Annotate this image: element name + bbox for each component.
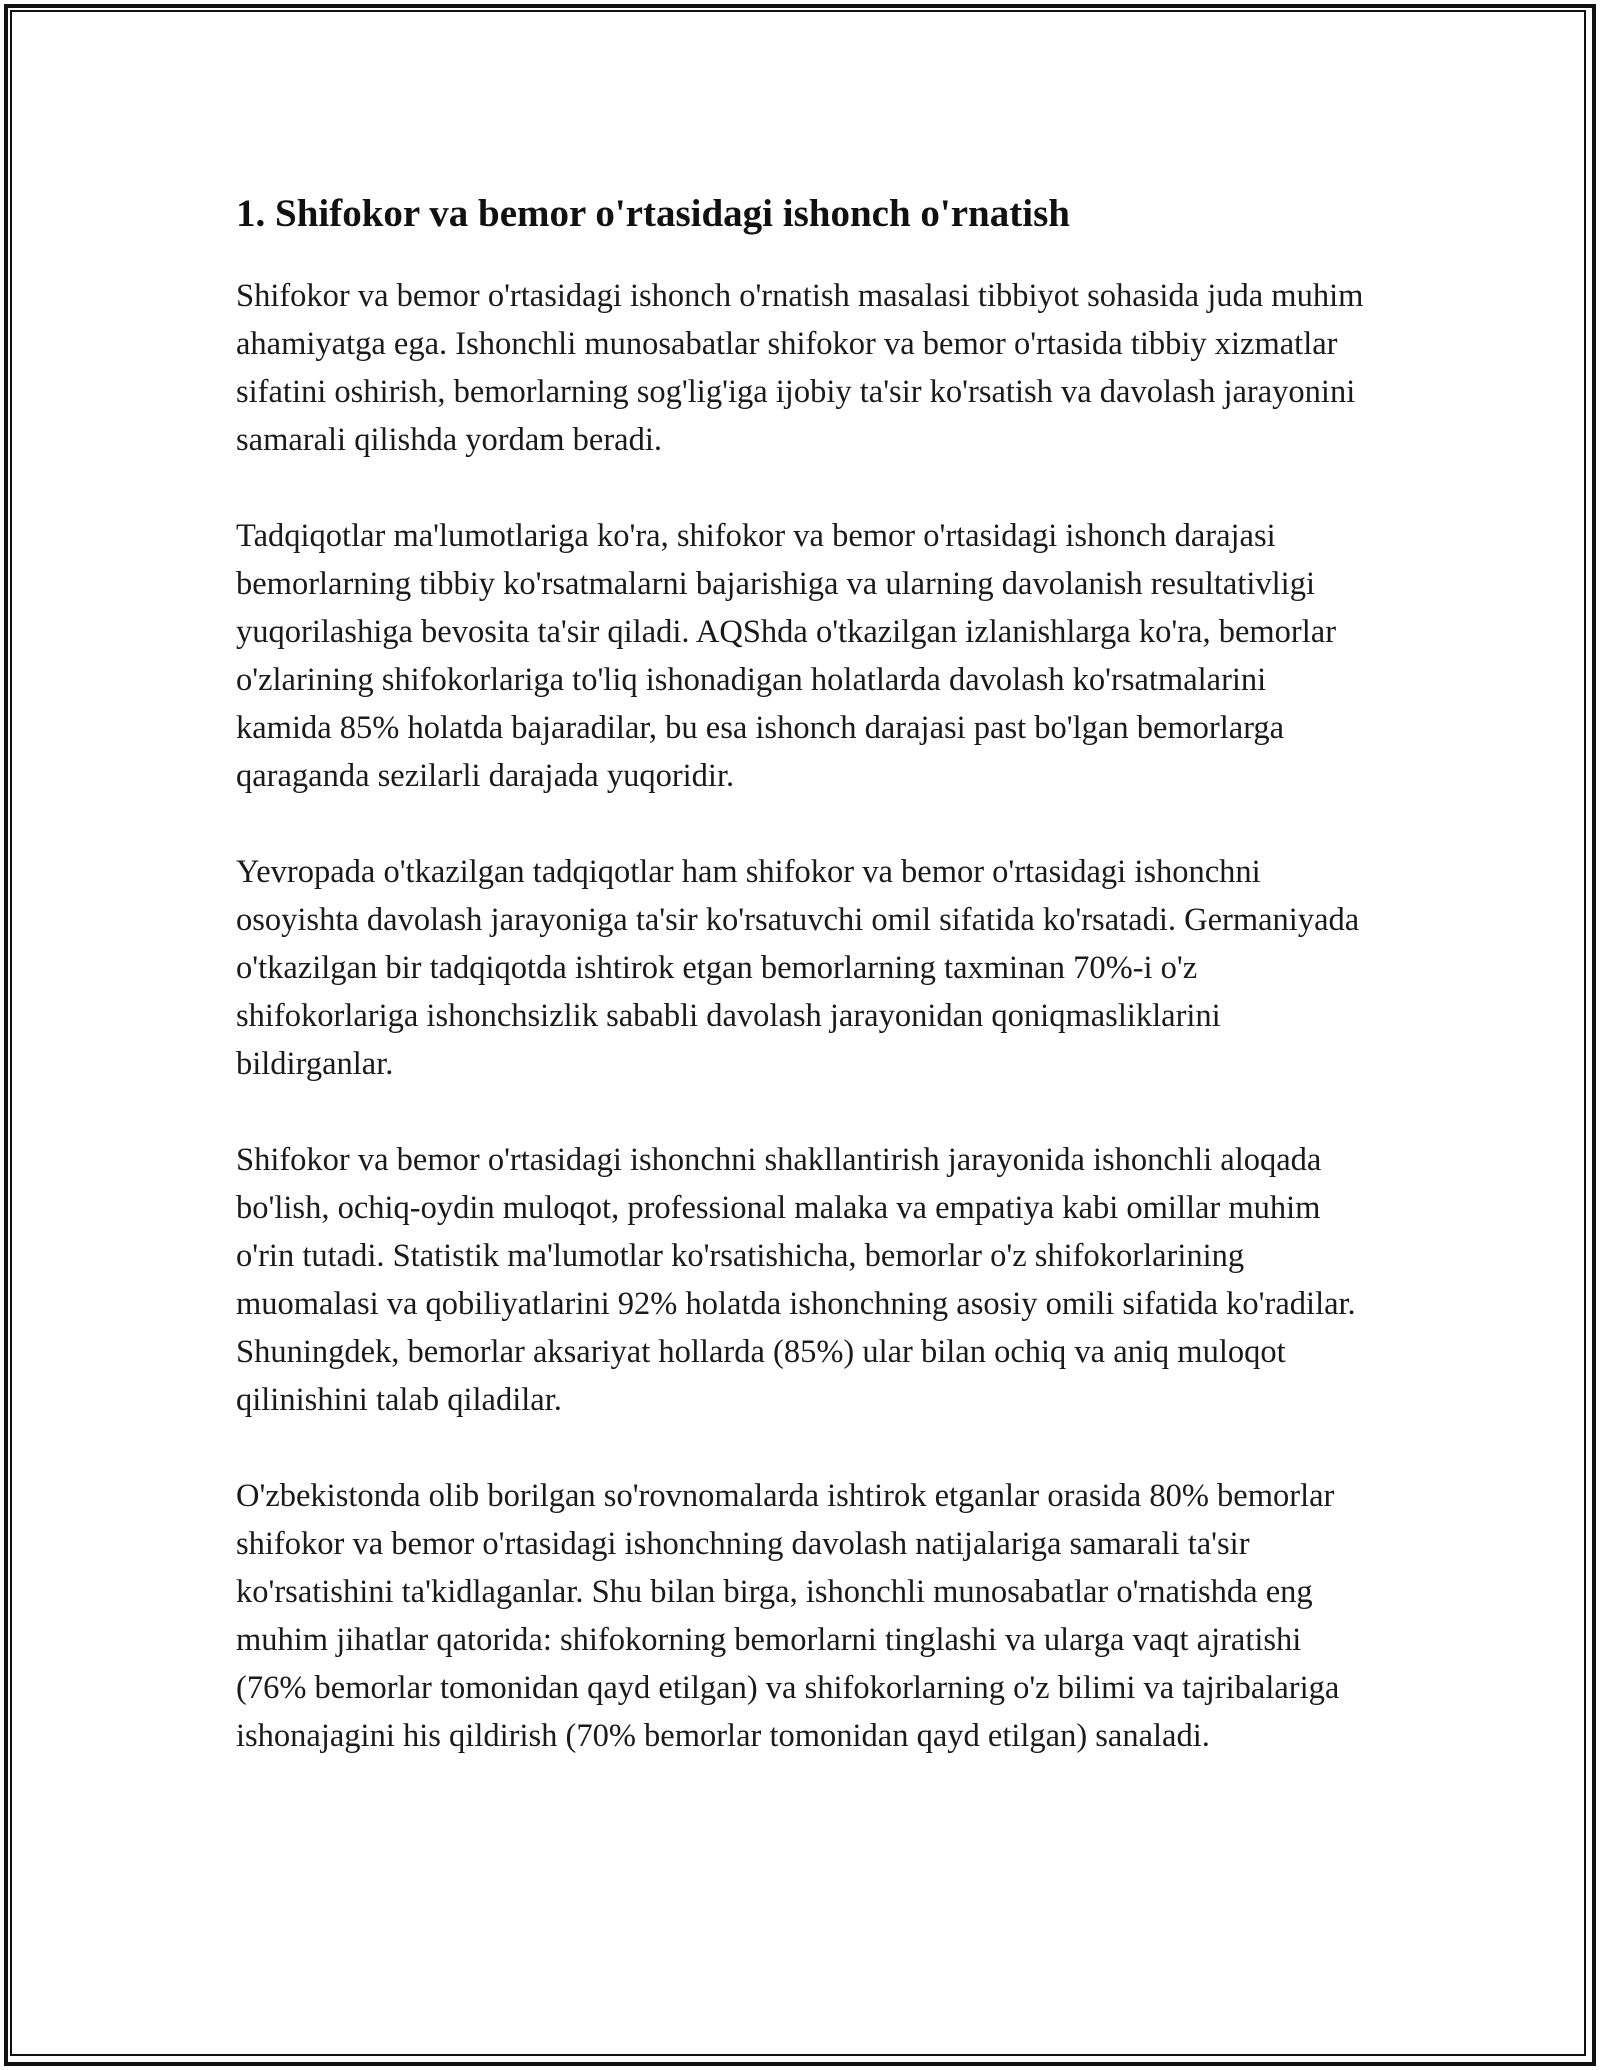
- paragraph: Yevropada o'tkazilgan tadqiqotlar ham shifokor va bemor o'rtasidagi ishonchni osoyishta davolash jarayoniga ta'sir ko'rsatuvchi omil sifatida ko'rsatadi. Germaniyada o'tkazilgan bir tadqiqotda ishtirok etgan bemorlarning taxminan 70%-i o'z shifokorlariga ishonchsizlik sababli davolash jarayonidan qoniqmasliklarini bildirganlar.: [236, 854, 1360, 1082]
- paragraph: O'zbekistonda olib borilgan so'rovnomalarda ishtirok etganlar orasida 80% bemorlar shifokor va bemor o'rtasidagi ishonchning davolash natijalariga samarali ta'sir ko'rsatishini ta'kidlaganlar. Shu bilan birga, ishonchli munosabatlar o'rnatishda eng muhim jihatlar qatorida: shifokorning bemorlarni tinglashi va ularga vaqt ajratishi (76% bemorlar tomonidan qayd etilgan) va shifokorlarning o'z bilimi va tajribalariga ishonajagini his qildirish (70% bemorlar tomonidan qayd etilgan) sanaladi.: [236, 1478, 1340, 1754]
- paragraph: Shifokor va bemor o'rtasidagi ishonch o'rnatish masalasi tibbiyot sohasida juda muhim ahamiyatga ega. Ishonchli munosabatlar shifokor va bemor o'rtasida tibbiy xizmatlar sifatini oshirish, bemorlarning sog'lig'iga ijobiy ta'sir ko'rsatish va davolash jarayonini samarali qilishda yordam beradi.: [236, 278, 1364, 458]
- paragraph: Shifokor va bemor o'rtasidagi ishonchni shakllantirish jarayonida ishonchli aloqada bo'lish, ochiq-oydin muloqot, professional malaka va empatiya kabi omillar muhim o'rin tutadi. Statistik ma'lumotlar ko'rsatishicha, bemorlar o'z shifokorlarining muomalasi va qobiliyatlarini 92% holatda ishonchning asosiy omili sifatida ko'radilar. Shuningdek, bemorlar aksariyat hollarda (85%) ular bilan ochiq va aniq muloqot qilinishini talab qiladilar.: [236, 1142, 1356, 1418]
- section-heading: 1. Shifokor va bemor o'rtasidagi ishonch o'rnatish: [236, 192, 1070, 235]
- document-body: [236, 186, 1366, 1808]
- paragraph: Tadqiqotlar ma'lumotlariga ko'ra, shifokor va bemor o'rtasidagi ishonch darajasi bemorlarning tibbiy ko'rsatmalarni bajarishiga va ularning davolanish resultativligi yuqorilashiga bevosita ta'sir qiladi. AQShda o'tkazilgan izlanishlarga ko'ra, bemorlar o'zlarining shifokorlariga to'liq ishonadigan holatlarda davolash ko'rsatmalarini kamida 85% holatda bajaradilar, bu esa ishonch darajasi past bo'lgan bemorlarga qaraganda sezilarli darajada yuqoridir.: [236, 518, 1337, 794]
